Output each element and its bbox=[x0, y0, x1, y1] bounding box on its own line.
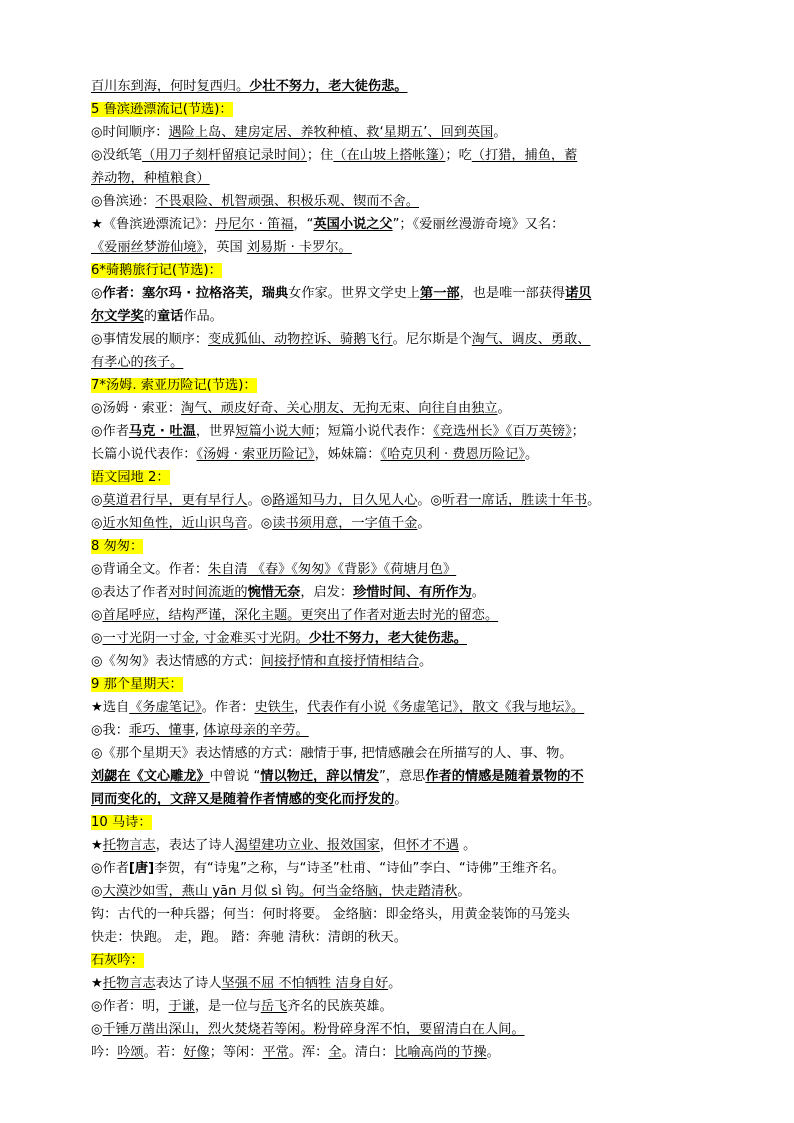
text-line bbox=[91, 561, 711, 579]
text-segment: 变成狐仙、动物控诉、骑鹅飞行 bbox=[208, 332, 393, 347]
text-segment: 有孝心的孩子。 bbox=[91, 355, 184, 370]
text-segment: 。◎ bbox=[417, 493, 443, 508]
section-heading: 8 匆匆： bbox=[91, 539, 144, 554]
text-segment: ，启发： bbox=[300, 585, 354, 600]
text-segment: 乖巧、懂事 bbox=[128, 723, 195, 738]
text-line bbox=[91, 423, 711, 441]
text-segment: ，是一位与 bbox=[194, 999, 261, 1014]
text-segment: 比喻高尚的节操 bbox=[394, 1045, 487, 1060]
text-line bbox=[91, 630, 711, 648]
text-line bbox=[91, 400, 711, 418]
text-segment: ★选自 bbox=[91, 700, 130, 715]
text-line bbox=[91, 975, 711, 993]
text-segment: ，“ bbox=[293, 217, 314, 232]
text-line bbox=[91, 929, 711, 947]
text-segment: 作品。 bbox=[183, 309, 223, 324]
text-line bbox=[91, 722, 711, 740]
text-segment: ， bbox=[248, 286, 262, 301]
text-line bbox=[91, 699, 711, 717]
text-segment: 。 bbox=[471, 585, 485, 600]
section-heading: 语文园地 2： bbox=[91, 470, 170, 485]
text-line bbox=[91, 584, 711, 602]
text-segment: 。◎ bbox=[247, 493, 273, 508]
text-segment: 一寸光阴一寸金, 寸金难买寸光阴。 bbox=[102, 631, 309, 646]
text-segment: ；住 bbox=[306, 148, 334, 163]
text-segment: 近水知鱼性，近山识鸟音 bbox=[102, 516, 248, 531]
text-segment: 首尾呼应，结构严谨，深化主题。更突出了作者对逝去时光的留恋。 bbox=[102, 608, 499, 623]
text-segment: ◎时间顺序： bbox=[91, 125, 169, 140]
text-segment: 。若： bbox=[143, 1045, 184, 1060]
text-segment: 刘勰在《文心雕龙》 bbox=[91, 769, 210, 784]
text-segment: 《竞选州长》《百万英镑》 bbox=[433, 424, 572, 439]
text-segment: 全 bbox=[328, 1045, 342, 1060]
text-line bbox=[91, 653, 711, 671]
text-segment: 渴望建功立业、报效国家 bbox=[234, 838, 380, 853]
text-segment: ★ bbox=[91, 976, 103, 991]
text-segment: 。 bbox=[587, 493, 601, 508]
text-segment: ◎我： bbox=[91, 723, 129, 738]
text-segment: 马克 · 吐温 bbox=[128, 424, 196, 439]
text-segment: 平常 bbox=[262, 1045, 289, 1060]
text-segment: ；等闲： bbox=[209, 1045, 263, 1060]
text-segment: 《哈克贝利 · 费恩历险记》 bbox=[380, 447, 525, 462]
text-line bbox=[91, 78, 711, 96]
text-segment: ◎《匆匆》表达情感的方式： bbox=[91, 654, 261, 669]
text-segment: 快走：快跑。 走，跑。 踏：奔驰 清秋：清朗的秋天。 bbox=[91, 930, 407, 945]
text-segment: ，世界 bbox=[195, 424, 236, 439]
text-segment: ◎表达了作者 bbox=[91, 585, 169, 600]
text-segment: ；短篇小说代表作： bbox=[314, 424, 434, 439]
text-segment: 。 bbox=[497, 401, 511, 416]
text-line bbox=[91, 193, 711, 211]
text-segment: 。 bbox=[486, 1045, 500, 1060]
text-segment: 中曾说 “ bbox=[209, 769, 261, 784]
text-line bbox=[91, 469, 711, 487]
text-segment: 。尼尔斯是个 bbox=[392, 332, 472, 347]
text-segment: 大漠沙如雪，燕山 yān 月似 sì 钩。何当金络脑，快走踏清秋 bbox=[102, 884, 458, 899]
text-line bbox=[91, 262, 711, 280]
text-segment: （打猎，捕鱼，蓄 bbox=[471, 148, 578, 163]
text-segment: 作者的情感是随着景物的不 bbox=[425, 769, 584, 784]
text-segment: 瑞典 bbox=[261, 286, 289, 301]
text-segment: 。◎ bbox=[247, 516, 273, 531]
text-line bbox=[91, 883, 711, 901]
text-segment: 珍惜时间、有所作为 bbox=[353, 585, 472, 600]
text-segment: 。清白： bbox=[341, 1045, 395, 1060]
text-segment: 。 bbox=[388, 976, 402, 991]
text-line bbox=[91, 377, 711, 395]
text-line bbox=[91, 285, 711, 303]
text-segment: 养动物，种植粮食） bbox=[91, 171, 210, 186]
text-segment: 《务虚笔记》 bbox=[129, 700, 202, 715]
text-segment: 《汤姆 · 索亚历险记》 bbox=[196, 447, 315, 462]
text-line bbox=[91, 515, 711, 533]
text-segment: 代表作有小说《务虚笔记》，散文《我与地坛》。 bbox=[307, 700, 585, 715]
text-segment: 托物言志 bbox=[102, 838, 156, 853]
text-segment: 惋惜无奈 bbox=[247, 585, 301, 600]
text-segment: ，表达了诗人 bbox=[155, 838, 235, 853]
text-segment: 表达了诗人 bbox=[155, 976, 222, 991]
text-segment: ◎ bbox=[91, 884, 103, 899]
text-segment: 。浑： bbox=[288, 1045, 329, 1060]
text-line bbox=[91, 216, 711, 234]
text-segment: 童话 bbox=[156, 309, 184, 324]
text-segment: ◎作者 bbox=[91, 424, 129, 439]
text-segment: 。 bbox=[457, 884, 471, 899]
text-segment: ◎《那个星期天》表达情感的方式：融情于事, 把情感融会在所描写的人、事、物。 bbox=[91, 746, 573, 761]
text-segment: 。作者： bbox=[201, 700, 255, 715]
section-heading: 7*汤姆. 索亚历险记(节选)： bbox=[91, 378, 257, 393]
text-segment: 诺贝 bbox=[565, 286, 592, 301]
text-segment: 李贺，有“诗鬼”之称，与“诗圣”杜甫、“诗仙”李白、“诗佛”王维齐名。 bbox=[154, 861, 565, 876]
text-segment: ◎汤姆 · 索亚： bbox=[91, 401, 182, 416]
text-line bbox=[91, 1044, 711, 1062]
text-segment: ◎ bbox=[91, 1022, 103, 1037]
text-segment: 间接抒情和直接抒情相结合 bbox=[260, 654, 420, 669]
text-line bbox=[91, 952, 711, 970]
text-segment: ◎背诵全文。作者： bbox=[91, 562, 209, 577]
text-segment: ◎ bbox=[91, 608, 103, 623]
section-heading: 石灰吟： bbox=[91, 953, 144, 968]
section-heading: 9 那个星期天： bbox=[91, 677, 183, 692]
text-segment: 淘气、调皮、勇敢、 bbox=[471, 332, 591, 347]
text-segment: 不畏艰险、机智顽强、积极乐观、锲而不舍。 bbox=[155, 194, 420, 209]
section-heading: 10 马诗： bbox=[91, 815, 152, 830]
text-segment: ◎作者：明， bbox=[91, 999, 169, 1014]
text-segment: 路遥知马力，日久见人心 bbox=[272, 493, 418, 508]
text-segment: （用刀子刻杆留痕记录时间） bbox=[142, 148, 307, 163]
text-segment: 托物言志 bbox=[102, 976, 156, 991]
text-segment: 吟颂 bbox=[117, 1045, 144, 1060]
text-line bbox=[91, 538, 711, 556]
text-segment: 尔文学奖 bbox=[91, 309, 144, 324]
text-segment: 情以物迁，辞以情发 bbox=[260, 769, 379, 784]
text-segment: ；吃 bbox=[445, 148, 472, 163]
text-segment: , bbox=[194, 723, 204, 738]
text-line bbox=[91, 239, 711, 257]
text-segment: ，但 bbox=[379, 838, 407, 853]
text-segment: 少壮不努力，老大徒伤悲。 bbox=[249, 79, 408, 94]
text-segment: 听君一席话，胜读十年书 bbox=[442, 493, 588, 508]
text-segment: 齐名的民族英雄。 bbox=[287, 999, 393, 1014]
text-line bbox=[91, 1021, 711, 1039]
text-segment: 千锤万凿出深山，烈火焚烧若等闲。粉骨碎身浑不怕，要留清白在人间。 bbox=[102, 1022, 525, 1037]
text-segment: ◎没纸笔 bbox=[91, 148, 143, 163]
text-segment: 女作家。世界文学史上 bbox=[288, 286, 421, 301]
text-segment: 钩：古代的一种兵器；何当：何时将要。 金络脑：即金络头，用黄金装饰的马笼头 bbox=[91, 907, 570, 922]
text-segment: 读书须用意，一字值千金 bbox=[272, 516, 418, 531]
text-line bbox=[91, 308, 711, 326]
text-segment: 坚强不屈 不怕牺牲 洁身自好 bbox=[221, 976, 389, 991]
text-segment: （在山坡上搭帐篷） bbox=[333, 148, 446, 163]
text-segment: 吟： bbox=[91, 1045, 118, 1060]
text-segment: 对时间流逝的 bbox=[168, 585, 248, 600]
text-line bbox=[91, 745, 711, 763]
text-line bbox=[91, 814, 711, 832]
text-segment: ◎ bbox=[91, 516, 103, 531]
text-segment: ◎作者：塞尔玛 · 拉格洛芙 bbox=[91, 286, 249, 301]
text-segment: ◎鲁滨逊： bbox=[91, 194, 156, 209]
text-line bbox=[91, 837, 711, 855]
text-line bbox=[91, 446, 711, 464]
text-segment: 于谦 bbox=[168, 999, 195, 1014]
text-segment: 好像 bbox=[183, 1045, 210, 1060]
text-segment: 。 bbox=[417, 516, 431, 531]
text-segment: ， bbox=[294, 700, 308, 715]
text-segment: ◎作者 bbox=[91, 861, 129, 876]
text-segment: 少壮不努力，老大徒伤悲。 bbox=[308, 631, 467, 646]
text-segment: 淘气、顽皮好奇、关心朋友、无拘无束、向往自由独立 bbox=[181, 401, 498, 416]
text-line bbox=[91, 768, 711, 786]
text-segment: ◎事情发展的顺序： bbox=[91, 332, 209, 347]
text-segment: ◎ bbox=[91, 631, 103, 646]
text-segment: 丹尼尔 · 笛福 bbox=[214, 217, 294, 232]
text-segment: 。 bbox=[419, 654, 433, 669]
section-heading: 6*骑鹅旅行记(节选)： bbox=[91, 263, 222, 278]
text-segment: 遇险上岛、建房定居、养牧种植、救‘星期五’、回到英国 bbox=[168, 125, 494, 140]
text-segment: ★ bbox=[91, 838, 103, 853]
text-segment: 。 bbox=[524, 447, 539, 462]
text-line bbox=[91, 101, 711, 119]
text-line bbox=[91, 492, 711, 510]
text-line bbox=[91, 124, 711, 142]
text-segment: 体谅母亲的辛劳。 bbox=[203, 723, 309, 738]
text-segment: 的 bbox=[143, 309, 157, 324]
text-line bbox=[91, 331, 711, 349]
text-segment: 莫道君行早，更有早行人 bbox=[102, 493, 248, 508]
text-segment: 朱自清 《春》《匆匆》《背影》《荷塘月色》 bbox=[208, 562, 457, 577]
text-line bbox=[91, 147, 711, 165]
text-segment: ◎ bbox=[91, 493, 103, 508]
text-line bbox=[91, 170, 711, 188]
text-segment: 长篇小说代表作： bbox=[91, 447, 197, 462]
text-segment: 。 bbox=[394, 792, 408, 807]
text-segment: [唐] bbox=[128, 861, 155, 876]
text-segment: 英国小说之父 bbox=[313, 217, 393, 232]
text-segment: 史铁生 bbox=[254, 700, 295, 715]
text-line bbox=[91, 998, 711, 1016]
text-segment: 第一部 bbox=[420, 286, 460, 301]
text-segment: 。 bbox=[458, 838, 477, 853]
text-segment: 百川东到海，何时复西归。 bbox=[91, 79, 250, 94]
text-segment: 短篇小说大师 bbox=[235, 424, 315, 439]
text-segment: 怀才不遇 bbox=[406, 838, 459, 853]
text-line bbox=[91, 354, 711, 372]
section-heading: 5 鲁滨逊漂流记(节选)： bbox=[91, 102, 233, 117]
text-line bbox=[91, 906, 711, 924]
text-line bbox=[91, 791, 711, 809]
text-line bbox=[91, 607, 711, 625]
text-line bbox=[91, 860, 711, 878]
text-line bbox=[91, 676, 711, 694]
text-segment: ，也是唯一部获得 bbox=[459, 286, 566, 301]
text-segment: ，英国 bbox=[203, 240, 247, 255]
text-segment: ★《鲁滨逊漂流记》： bbox=[91, 217, 215, 232]
text-segment: ； bbox=[571, 424, 585, 439]
text-segment: 岳飞 bbox=[260, 999, 288, 1014]
text-segment: ”，意思 bbox=[378, 769, 426, 784]
text-segment: 同而变化的，文辞又是随着作者情感的变化而抒发的 bbox=[91, 792, 395, 807]
text-segment: ”；《爱丽丝漫游奇境》又名： bbox=[392, 217, 565, 232]
text-segment: 《爱丽丝梦游仙境》 bbox=[91, 240, 204, 255]
text-segment: ，姊妹篇： bbox=[314, 447, 381, 462]
text-segment: 。 bbox=[493, 125, 507, 140]
text-segment: 刘易斯 · 卡罗尔。 bbox=[246, 240, 352, 255]
